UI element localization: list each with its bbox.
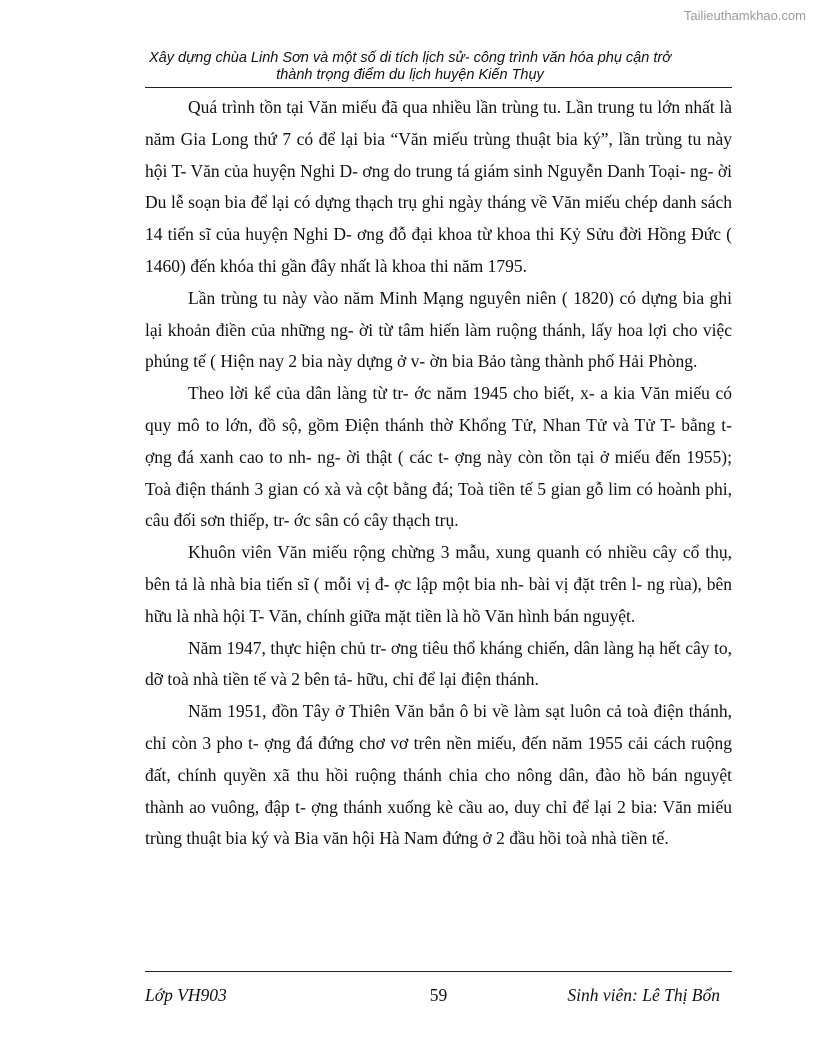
paragraph-3: Theo lời kể của dân làng từ tr- ớc năm 1945 cho biết, x- a kia Văn miếu có quy mô to lớn, đồ sộ, gồm Điện thánh thờ Khổng Tử, Nhan Tử và Tử T- bằng t- ợng đá xanh cao to nh- ng- ời thật ( các t- ợng này còn tồn tại ở miếu đến 1955); Toà điện thánh 3 gian có xà và cột bằng đá; Toà tiền tế 5 gian gỗ lim có hoành phi, câu đối sơn thiếp, tr- ớc sân có cây thạch trụ.: [145, 383, 732, 531]
paragraph-1: Quá trình tồn tại Văn miếu đã qua nhiều lần trùng tu. Lần trung tu lớn nhất là năm Gia Long thứ 7 có để lại bia “Văn miếu trùng thuật bia ký”, lần trùng tu này hội T- Văn của huyện Nghi D- ơng do trung tá giám sinh Nguyễn Danh Toại- ng- ời Du lễ soạn bia để lại có dựng thạch trụ ghi ngày tháng về Văn miếu chép danh sách 14 tiến sĩ của huyện Nghi D- ơng đỗ đại khoa từ khoa thi Kỷ Sửu đời Hồng Đức ( 1460) đến khóa thi gần đây nhất là khoa thi năm 1795.: [145, 97, 732, 276]
paragraph-6: Năm 1951, đồn Tây ở Thiên Văn bắn ô bi về làm sạt luôn cả toà điện thánh, chỉ còn 3 pho t- ợng đá đứng chơ vơ trên nền miếu, đến năm 1955 cải cách ruộng đất, chính quyền xã thu hồi ruộng thánh chia cho nông dân, đào hồ bán nguyệt thành ao vuông, đập t- ợng thánh xuống kè cầu ao, duy chỉ để lại 2 bia: Văn miếu trùng thuật bia ký và Bia văn hội Hà Nam đứng ở 2 đầu hồi toà nhà tiền tế.: [145, 701, 732, 849]
header-divider: [145, 87, 732, 88]
page-number: 59: [429, 985, 448, 1005]
header-line-1: Xây dựng chùa Linh Sơn và một số di tích lịch sử- công trình văn hóa phụ cận trở: [149, 50, 671, 66]
body-text: [145, 92, 732, 855]
footer-class: Lớp VH903: [145, 985, 227, 1005]
footer-divider: [145, 971, 732, 972]
paragraph-5: Năm 1947, thực hiện chủ tr- ơng tiêu thổ kháng chiến, dân làng hạ hết cây to, dỡ toà nhà tiền tế và 2 bên tả- hữu, chỉ để lại điện thánh.: [145, 637, 732, 690]
page-header: [120, 50, 700, 84]
paragraph-4: Khuôn viên Văn miếu rộng chừng 3 mẫu, xung quanh có nhiều cây cổ thụ, bên tả là nhà bia tiến sĩ ( mỗi vị đ- ợc lập một bia nh- bài vị đặt trên l- ng rùa), bên hữu là nhà hội T- Văn, chính giữa mặt tiền là hồ Văn hình bán nguyệt.: [145, 542, 732, 626]
header-line-2: thành trọng điểm du lịch huyện Kiến Thụy: [276, 67, 544, 83]
watermark: Tailieuthamkhao.com: [683, 8, 806, 23]
paragraph-2: Lần trùng tu này vào năm Minh Mạng nguyên niên ( 1820) có dựng bia ghi lại khoản điền của những ng- ời từ tâm hiến làm ruộng thánh, lấy hoa lợi cho việc phúng tế ( Hiện nay 2 bia này dựng ở v- ờn bia Bảo tàng thành phố Hải Phòng.: [145, 287, 732, 372]
page-footer: [145, 985, 732, 1013]
footer-student: Sinh viên: Lê Thị Bổn: [567, 985, 720, 1005]
